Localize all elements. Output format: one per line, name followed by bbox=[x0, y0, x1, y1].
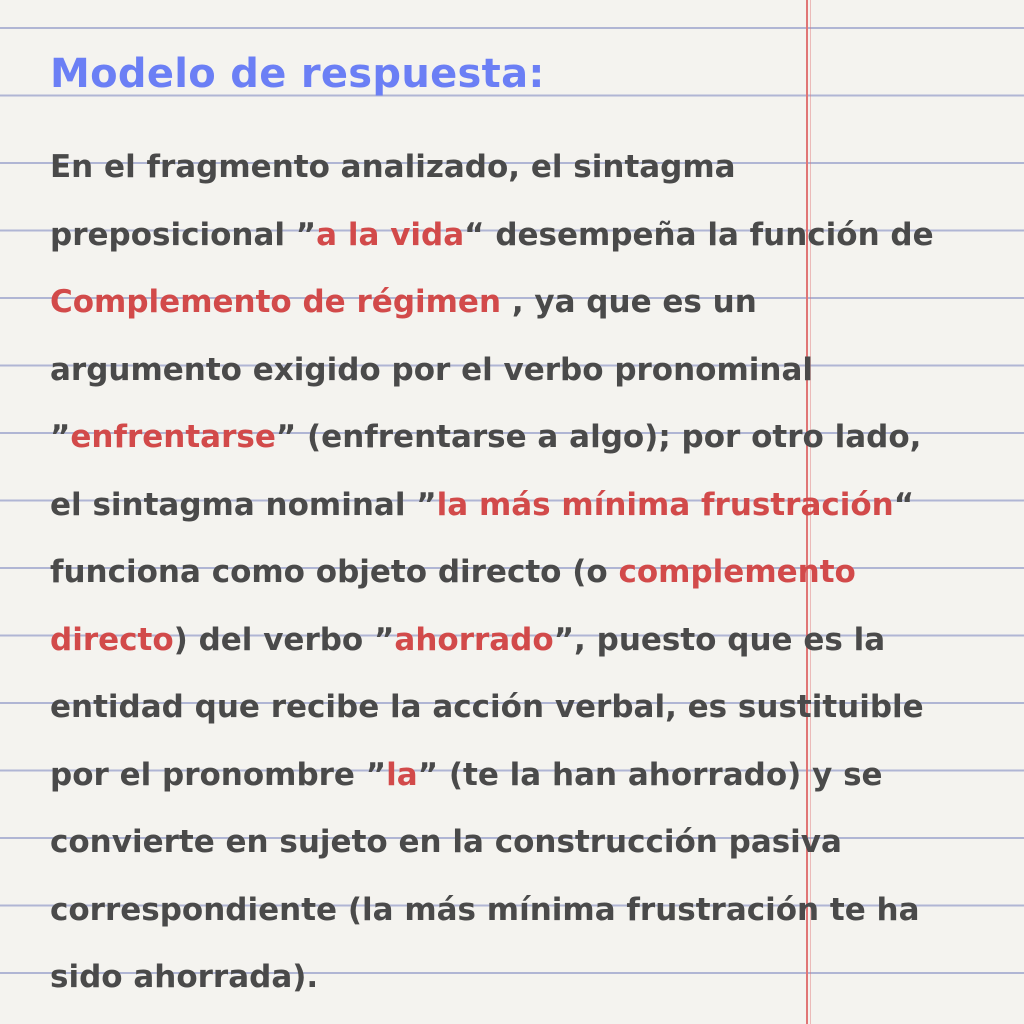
text-segment: “ bbox=[893, 486, 915, 523]
highlighted-term: ahorrado bbox=[394, 621, 554, 658]
highlighted-term: complemento bbox=[618, 554, 856, 590]
text-line bbox=[50, 674, 980, 742]
text-segment: el sintagma nominal ” bbox=[50, 486, 437, 523]
text-line bbox=[50, 134, 980, 202]
text-segment: ” (te la han ahorrado) y se bbox=[417, 756, 883, 793]
highlighted-term: enfrentarse bbox=[70, 419, 276, 455]
text-segment: entidad que recibe la acción verbal, es sustituible bbox=[50, 689, 924, 725]
text-segment: convierte en sujeto en la construcción pasiva bbox=[50, 824, 842, 860]
text-segment: En el fragmento analizado, el sintagma bbox=[50, 149, 736, 185]
text-segment: ”, puesto que es la bbox=[553, 621, 886, 658]
text-line bbox=[50, 337, 980, 405]
text-segment: , ya que es un bbox=[501, 284, 757, 320]
text-segment: argumento exigido por el verbo pronominal bbox=[50, 351, 814, 388]
text-line bbox=[50, 472, 980, 540]
text-segment: ” (enfrentarse a algo); por otro lado, bbox=[275, 419, 922, 455]
text-line bbox=[50, 404, 980, 472]
text-line bbox=[50, 607, 980, 675]
text-segment: “ desempeña la función de bbox=[464, 216, 934, 253]
text-segment: ” bbox=[50, 419, 71, 455]
text-segment: por el pronombre ” bbox=[50, 756, 387, 793]
text-segment: funciona como objeto directo (o bbox=[50, 554, 619, 590]
answer-paragraph bbox=[50, 134, 980, 1012]
text-segment: sido ahorrada). bbox=[50, 959, 319, 995]
text-segment: preposicional ” bbox=[50, 216, 317, 253]
text-segment: ) del verbo ” bbox=[173, 621, 395, 658]
text-line bbox=[50, 809, 980, 877]
highlighted-term: Complemento de régimen bbox=[50, 284, 502, 320]
highlighted-term: la más mínima frustración bbox=[436, 486, 894, 523]
highlighted-term: directo bbox=[50, 621, 174, 658]
text-line bbox=[50, 202, 980, 270]
text-line bbox=[50, 539, 980, 607]
text-segment: correspondiente (la más mínima frustración te ha bbox=[50, 891, 920, 928]
text-line bbox=[50, 269, 980, 337]
text-line bbox=[50, 742, 980, 810]
page-title: Modelo de respuesta: bbox=[50, 51, 545, 97]
highlighted-term: a la vida bbox=[316, 216, 465, 253]
text-line bbox=[50, 944, 980, 1012]
highlighted-term: la bbox=[386, 756, 418, 793]
text-line bbox=[50, 877, 980, 945]
